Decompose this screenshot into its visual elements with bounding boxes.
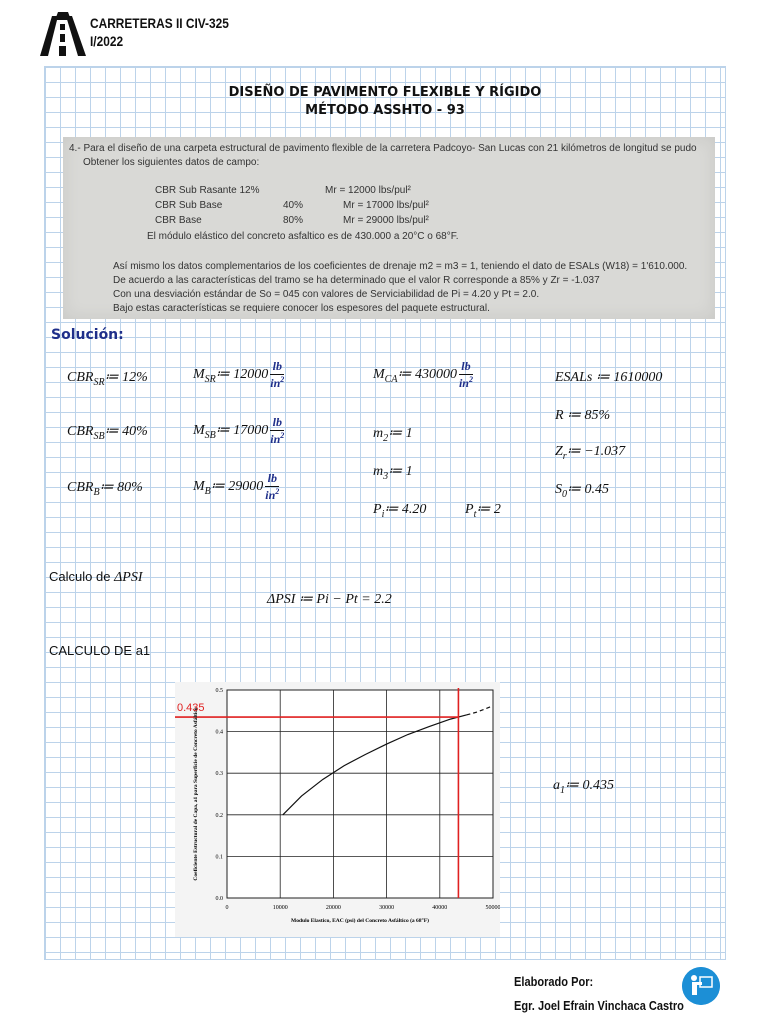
unit-exp: 2 <box>468 375 473 384</box>
var-m-b: $M_B≔$ 29000 $\frac{lb}{in^2}$ <box>193 471 280 502</box>
var-cbr-b: $CBR_B≔$ 80% <box>67 480 143 498</box>
value: ≔ 2 <box>476 502 501 517</box>
footer-credit <box>514 970 684 1018</box>
var-m3: $m_3≔$ 1 <box>373 464 413 482</box>
problem-line: Con una desviación estándar de So = 045 con valores de Serviciabilidad de Pi = 4.20 y Pt = 2.0. <box>113 289 540 300</box>
y-tick-label: 0.4 <box>215 729 223 736</box>
var-r: R ≔ 85% <box>555 408 611 423</box>
value: ≔ −1.037 <box>566 444 626 459</box>
x-axis-label: Modulo Elastico, EAC (psi) del Concreto Asfáltico (a 68°F) <box>291 918 429 924</box>
psi-heading <box>49 569 143 586</box>
var-s0: $S_0≔$ 0.45 <box>555 482 609 500</box>
problem-line: El módulo elástico del concreto asfaltico es de 430.000 a 20°C o 68°F. <box>147 231 459 242</box>
problem-line: Bajo estas características se requiere conocer los espesores del paquete estructural. <box>113 303 490 314</box>
x-tick-label: 40000 <box>432 905 448 911</box>
unit-den <box>270 431 284 447</box>
var-m-sb: $M_{SB}≔$ 17000 $\frac{lb}{in^2}$ <box>193 415 285 446</box>
value: ≔ 29000 <box>210 479 264 495</box>
footer-label: Elaborado Por: <box>514 974 594 989</box>
problem-statement-image <box>63 137 715 319</box>
a1-chart-svg <box>175 682 500 937</box>
psi-label: Calculo de <box>49 569 111 584</box>
var-zr: $Z_r≔ -1.037$ <box>555 444 626 462</box>
y-tick-label: 0.5 <box>215 688 223 694</box>
unit-exp: 2 <box>275 487 280 496</box>
unit-num: lb <box>265 471 279 487</box>
problem-cell: 40% <box>283 200 304 211</box>
unit-den <box>459 375 473 391</box>
problem-line: Obtener los siguientes datos de campo: <box>83 157 260 168</box>
var-m-sr: $M_{SR}≔$ 12000 $\frac{lb}{in^2}$ <box>193 359 285 390</box>
course-name: CARRETERAS II CIV-325 <box>90 15 229 31</box>
x-tick-label: 30000 <box>379 905 395 911</box>
teacher-icon <box>682 967 720 1005</box>
footer-author: Egr. Joel Efrain Vinchaca Castro <box>514 998 684 1013</box>
value: ≔ 1 <box>388 426 413 441</box>
course-term: I/2022 <box>90 33 124 49</box>
value: ≔ 1 <box>388 464 413 479</box>
var-m2: $m_2≔$ 1 <box>373 426 413 444</box>
var-esals: ESALs ≔ 1610000 <box>555 370 663 385</box>
page-title: DISEÑO DE PAVIMENTO FLEXIBLE Y RÍGIDO <box>228 85 542 100</box>
problem-cell: Mr = 29000 lbs/pul² <box>343 215 429 226</box>
header <box>40 10 340 60</box>
value: ≔ 4.20 <box>384 502 427 517</box>
value: ≔ 12% <box>104 370 148 385</box>
unit-den-text: in <box>265 488 276 502</box>
var-pi: $P_i≔$ 4.20 <box>373 502 427 520</box>
annotation-label: 0.435 <box>177 702 205 715</box>
unit-fraction <box>270 359 284 391</box>
unit-fraction <box>265 471 279 503</box>
var-cbr-sr: $CBR_{SR}≔$ 12% <box>67 370 148 388</box>
var-cbr-sb: $CBR_{SB}≔$ 40% <box>67 424 148 442</box>
y-tick-label: 0.3 <box>215 771 223 778</box>
x-tick-label: 50000 <box>485 905 500 911</box>
problem-cell: Mr = 17000 lbs/pul² <box>343 200 429 211</box>
psi-expression: ΔPSI ≔ Pi − Pt = 2.2 <box>267 592 392 607</box>
value: ≔ 12000 <box>215 367 269 383</box>
y-axis-label: Coeficiente Estructural de Capa, a1 para Superficie de Concreto Asfáltico <box>193 707 199 881</box>
unit-fraction <box>459 359 473 391</box>
unit-den-text: in <box>270 432 281 446</box>
value: ≔ 17000 <box>215 423 269 439</box>
unit-num: lb <box>270 359 284 375</box>
a1-chart <box>175 682 500 937</box>
unit-exp: 2 <box>280 375 285 384</box>
problem-line: De acuerdo a las características del tramo se ha determinado que el valor R corresponde a 85% y Zr = -1.037 <box>113 275 600 286</box>
worksheet <box>44 66 726 960</box>
unit-den <box>265 487 279 503</box>
psi-symbol: ΔPSI <box>114 570 143 585</box>
var-m-ca: $M_{CA}≔$ 430000 $\frac{lb}{in^2}$ <box>373 359 473 390</box>
x-tick-label: 0 <box>225 905 229 911</box>
solution-heading: Solución: <box>51 327 124 343</box>
y-tick-label: 0.2 <box>215 812 223 819</box>
page-subtitle: MÉTODO ASSHTO - 93 <box>305 103 465 118</box>
value: ≔ 0.435 <box>565 778 614 793</box>
unit-den <box>270 375 284 391</box>
problem-line: Así mismo los datos complementarios de los coeficientes de drenaje m2 = m3 = 1, teniendo el dato de ESALs (W18) = 1'610.000. <box>113 261 688 272</box>
unit-den-text: in <box>270 376 281 390</box>
value: ≔ 430000 <box>397 367 457 383</box>
y-tick-label: 0.1 <box>215 854 223 861</box>
value: ≔ 0.45 <box>567 482 609 497</box>
unit-exp: 2 <box>280 431 285 440</box>
unit-num: lb <box>459 359 473 375</box>
problem-cell: CBR Sub Base <box>155 200 223 211</box>
road-logo-icon <box>40 10 86 56</box>
problem-cell: 80% <box>283 215 304 226</box>
problem-cell: Mr = 12000 lbs/pul² <box>325 185 411 196</box>
unit-num: lb <box>270 415 284 431</box>
a1-heading: CALCULO DE a1 <box>49 643 151 658</box>
value: ≔ 80% <box>99 480 143 495</box>
problem-cell: CBR Base <box>155 215 202 226</box>
plot-area <box>227 690 493 898</box>
y-tick-label: 0.0 <box>215 896 223 902</box>
course-title <box>90 14 229 50</box>
x-tick-label: 10000 <box>272 905 288 911</box>
value: ≔ 40% <box>104 424 148 439</box>
x-tick-label: 20000 <box>325 905 341 911</box>
problem-cell: CBR Sub Rasante 12% <box>155 185 260 196</box>
unit-fraction <box>270 415 284 447</box>
problem-line: 4.- Para el diseño de una carpeta estructural de pavimento flexible de la carretera Padcoyo- San Lucas con 21 kilómetros de longitud se pudo <box>69 143 697 154</box>
unit-den-text: in <box>458 376 469 390</box>
a1-result: $a_1≔$ 0.435 <box>553 778 614 796</box>
var-pt: $P_t≔$ 2 <box>465 502 501 520</box>
